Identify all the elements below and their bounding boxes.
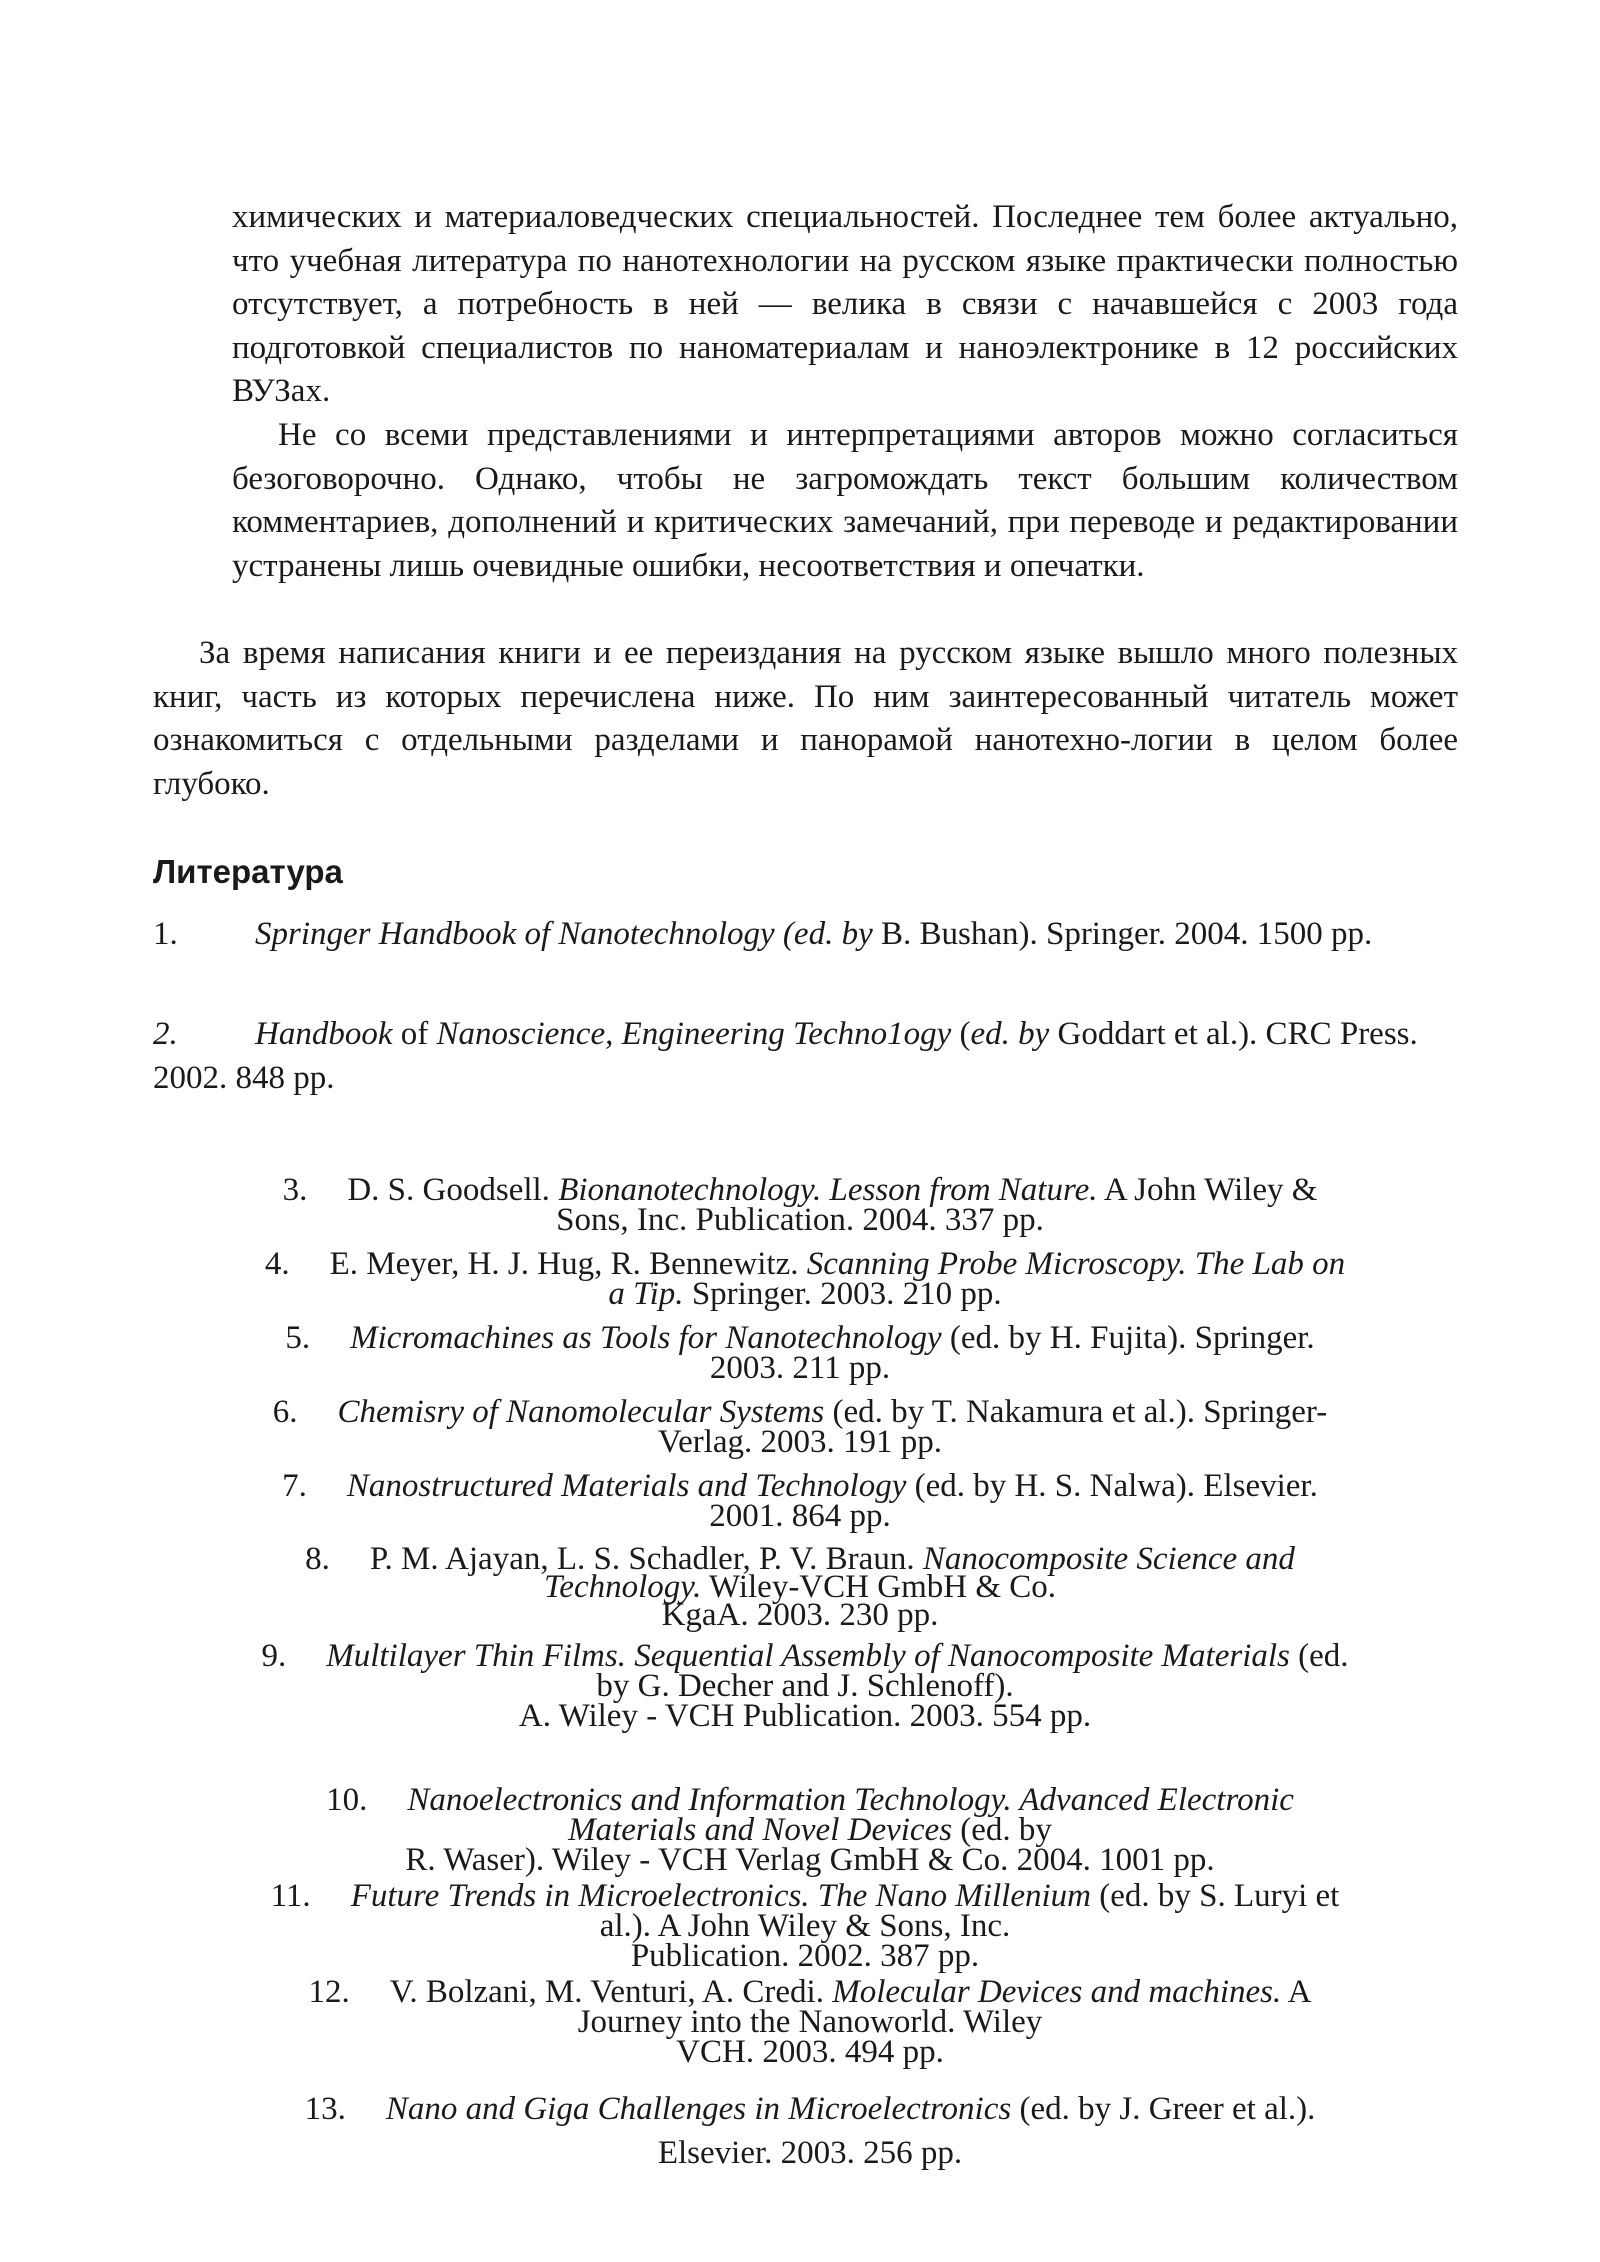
reference-line xyxy=(150,1246,1460,1282)
reference-details: (ed. by H. S. Nalwa). Elsevier. xyxy=(906,1468,1318,1504)
reference-title: Multilayer Thin Films. Sequential Assembly of Nanocomposite Materials xyxy=(326,1638,1290,1674)
reference-line: KgaA. 2003. 230 pp. xyxy=(661,1597,939,1633)
body-paragraph-2: Не со всеми представлениями и интерпретациями авторов можно согласиться безоговорочно. Однако, чтобы не загромождать текст большим количеством комментариев, дополнений и критических замечаний, при переводе и редактировании устранены лишь очевидные ошибки, несоответствия и опечатки. xyxy=(232,417,1458,584)
reference-number: 1. xyxy=(153,916,178,952)
reference-number: 9. xyxy=(261,1638,287,1674)
reference-item-2 xyxy=(153,1012,1453,1100)
reference-line xyxy=(170,2087,1450,2131)
reference-item-10 xyxy=(170,1782,1450,1878)
reference-line xyxy=(150,1320,1450,1356)
reference-details: Springer. 2003. 210 pp. xyxy=(683,1276,1002,1312)
reference-details: Wiley-VCH GmbH & Co. xyxy=(701,1569,1056,1605)
reference-authors: V. Bolzani, M. Venturi, A. Credi. xyxy=(389,1974,833,2010)
reference-title: Scanning Probe Microscopy. The Lab on xyxy=(806,1246,1346,1282)
reference-details: (ed. by J. Greer et al.). xyxy=(1011,2091,1316,2127)
reference-item-12 xyxy=(170,1974,1450,2070)
reference-line xyxy=(150,1638,1460,1674)
reference-title-continued: a Tip. xyxy=(608,1276,684,1312)
reference-title: Bionanotechnology. Lesson from Nature. xyxy=(558,1172,1098,1208)
reference-details: A John Wiley & xyxy=(1097,1172,1318,1208)
reference-item-1 xyxy=(153,912,1453,956)
reference-authors: E. Meyer, H. J. Hug, R. Bennewitz. xyxy=(329,1246,807,1282)
reference-number: 3. xyxy=(282,1172,308,1208)
reference-details: (ed. xyxy=(1289,1638,1349,1674)
reference-title: Nanostructured Materials and Technology xyxy=(346,1468,907,1504)
reference-item-13 xyxy=(170,2087,1450,2175)
reference-line: A. Wiley - VCH Publication. 2003. 554 pp. xyxy=(518,1698,1092,1734)
reference-line: Verlag. 2003. 191 pp. xyxy=(657,1424,943,1460)
reference-title: Molecular Devices and machines. xyxy=(832,1974,1282,2010)
reference-number: 8. xyxy=(305,1541,330,1577)
reference-number: 7. xyxy=(282,1468,307,1504)
reference-connector: of xyxy=(392,1016,437,1052)
reference-authors: P. M. Ajayan, L. S. Schadler, P. V. Braun. xyxy=(369,1541,923,1577)
reference-details: (ed. by H. Fujita). Springer. xyxy=(941,1320,1315,1356)
reference-title-continued: Materials and Novel Devices xyxy=(568,1812,953,1848)
reference-title: Nano and Giga Challenges in Microelectronics xyxy=(385,2091,1012,2127)
reference-details: B. Bushan). Springer. 2004. 1500 pp. xyxy=(872,916,1373,952)
reference-item-11 xyxy=(150,1878,1460,1974)
reference-number: 10. xyxy=(326,1782,368,1818)
reference-title: Future Trends in Microelectronics. The Nano Millenium xyxy=(350,1878,1091,1914)
reference-title: Nanoelectronics and Information Technology. Advanced Electronic xyxy=(407,1782,1294,1818)
reference-line: by G. Decher and J. Schlenoff). xyxy=(596,1668,1014,1704)
reference-number: 12. xyxy=(308,1974,350,2010)
reference-details: Goddart et al.). CRC Press. 2002. 848 pp. xyxy=(153,1016,1418,1096)
reference-title: Nanoscience, Engineering Techno1ogy xyxy=(436,1016,952,1052)
reference-line: 2001. 864 pp. xyxy=(709,1498,891,1534)
section-heading-literature: Литература xyxy=(153,853,343,890)
reference-authors: D. S. Goodsell. xyxy=(347,1172,559,1208)
reference-details: (ed. by xyxy=(952,1812,1052,1848)
reference-details: (ed. by S. Luryi et xyxy=(1090,1878,1340,1914)
reference-item-7 xyxy=(150,1468,1450,1534)
reference-item-8 xyxy=(170,1541,1430,1633)
reference-connector: ( xyxy=(951,1016,971,1052)
reference-line: R. Waser). Wiley - VCH Verlag GmbH & Co. 2004. 1001 pp. xyxy=(405,1842,1215,1878)
reference-number: 4. xyxy=(264,1246,290,1282)
reference-line: Elsevier. 2003. 256 pp. xyxy=(657,2135,963,2171)
reference-number: 11. xyxy=(270,1878,311,1914)
reference-title: Chemisry of Nanomolecular Systems xyxy=(337,1394,825,1430)
reference-line xyxy=(150,1276,1460,1312)
reference-line xyxy=(170,1782,1450,1818)
reference-line: VCH. 2003. 494 pp. xyxy=(676,2034,944,2070)
body-paragraph-3: За время написания книги и ее переиздания на русском языке вышло много полезных книг, часть из которых перечислена ниже. По ним заинтересованный читатель может ознакомиться с отдельными разделами и панорамой нанотехно-логии в целом более глубоко. xyxy=(153,635,1458,802)
reference-line: Sons, Inc. Publication. 2004. 337 pp. xyxy=(556,1202,1044,1238)
reference-item-5 xyxy=(150,1320,1450,1386)
reference-line: Publication. 2002. 387 pp. xyxy=(630,1938,980,1974)
reference-number: 6. xyxy=(272,1394,298,1430)
reference-title-continued: Technology. xyxy=(543,1569,702,1605)
reference-line: 2003. 211 pp. xyxy=(709,1350,891,1386)
reference-line xyxy=(170,1812,1450,1848)
reference-title: Nanocomposite Science and xyxy=(922,1541,1295,1577)
reference-title: Springer Handbook of Nanotechnology (ed. by xyxy=(255,916,873,952)
reference-line xyxy=(150,1468,1450,1504)
reference-title: Micromachines as Tools for Nanotechnology xyxy=(350,1320,942,1356)
reference-item-6 xyxy=(150,1394,1450,1460)
reference-details: A xyxy=(1281,1974,1312,2010)
body-paragraph-1: химических и материаловедческих специальностей. Последнее тем более актуально, что учебная литература по нанотехнологии на русском языке практически полностью отсутствует, а потребность в ней — велика в связи с начавшейся с 2003 года подготовкой специалистов по наноматериалам и наноэлектронике в 12 российских ВУЗах. xyxy=(232,199,1458,409)
reference-line: al.). A John Wiley & Sons, Inc. xyxy=(599,1908,1011,1944)
reference-details: (ed. by T. Nakamura et al.). Springer- xyxy=(824,1394,1328,1430)
reference-number: 13. xyxy=(304,2091,346,2127)
reference-number: 2. xyxy=(153,1016,178,1052)
reference-title-part: Handbook xyxy=(255,1016,393,1052)
reference-item-9 xyxy=(150,1638,1460,1734)
reference-item-4 xyxy=(150,1246,1460,1312)
reference-line xyxy=(150,1172,1450,1208)
reference-line xyxy=(150,1394,1450,1430)
reference-line: Journey into the Nanoworld. Wiley xyxy=(577,2004,1043,2040)
reference-number: 5. xyxy=(285,1320,311,1356)
reference-item-3 xyxy=(150,1172,1450,1238)
reference-line xyxy=(150,1878,1460,1914)
reference-line xyxy=(170,1974,1450,2010)
reference-editor-prefix: ed. by xyxy=(970,1016,1050,1052)
